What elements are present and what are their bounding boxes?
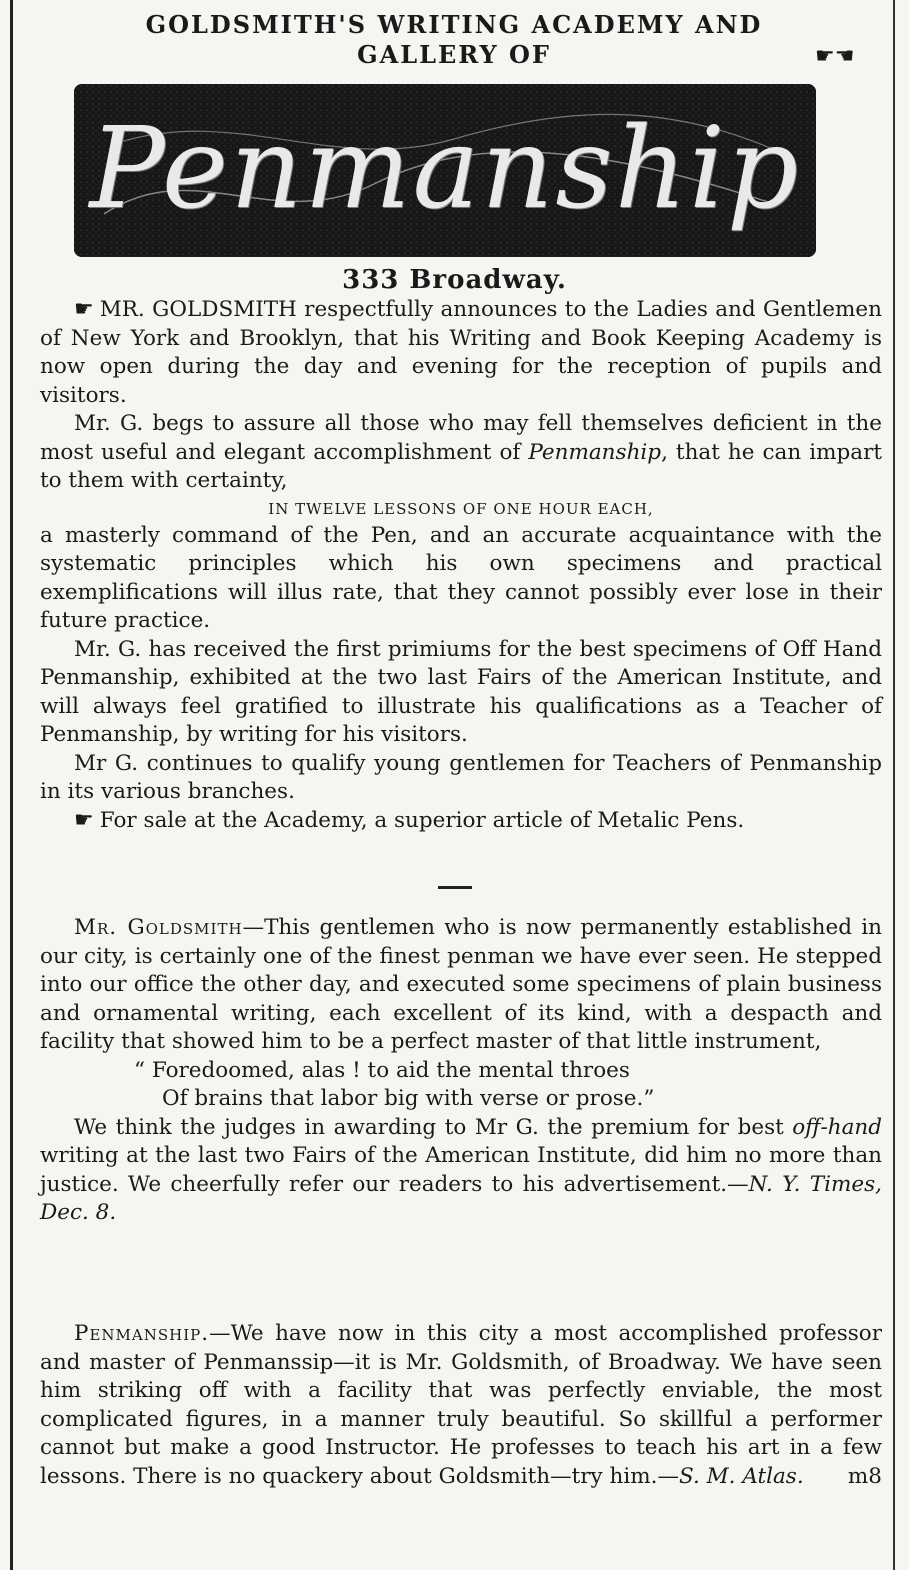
headline-line-1: GOLDSMITH'S WRITING ACADEMY AND xyxy=(145,10,763,39)
ad-paragraph-1 xyxy=(40,296,882,410)
times-paragraph-2-text-b: writing at the last two Fairs of the American Institute, did him no more than justice. We cheerfully refer our readers to his advertisement.— xyxy=(40,1143,882,1197)
ad-paragraph-5-text: For sale at the Academy, a superior article of Metalic Pens. xyxy=(99,807,745,833)
times-paragraph-2-italic: off-hand xyxy=(792,1114,882,1140)
times-quote-line-1: “ Foredoomed, alas ! to aid the mental throes xyxy=(134,1057,630,1083)
pointing-hand-icon: ☛ xyxy=(74,297,94,322)
ad-paragraph-2 xyxy=(40,410,882,496)
ad-lessons-line: IN TWELVE LESSONS OF ONE HOUR EACH, xyxy=(268,499,654,518)
ad-paragraph-2-continued: a masterly command of the Pen, and an accurate acquaintance with the systematic principles which his own specimens and practical exemplifications will illus rate, that they cannot possibly ever lose in their future practice. xyxy=(40,522,882,633)
times-source: N. Y. Times, Dec. 8. xyxy=(40,1171,882,1225)
atlas-source: S. M. Atlas. xyxy=(679,1463,804,1489)
column-rule-right xyxy=(893,0,895,1570)
ad-paragraph-2-text-b: , that he can impart to them with certainty, xyxy=(40,439,882,493)
insertion-code: m8 xyxy=(847,1463,882,1489)
headline xyxy=(18,10,890,70)
address-heading: 333 Broadway. xyxy=(342,265,567,295)
pointing-hand-ornament-icon: ☛☚ xyxy=(815,44,855,69)
times-quote-line-2: Of brains that labor big with verse or prose.” xyxy=(162,1086,655,1111)
atlas-notice xyxy=(40,1320,882,1491)
times-paragraph-2 xyxy=(40,1114,882,1228)
times-notice xyxy=(40,914,882,1228)
penmanship-banner xyxy=(74,84,816,257)
advertisement-body xyxy=(40,296,882,835)
banner-word: Penmanship xyxy=(89,104,801,234)
atlas-paragraph xyxy=(40,1320,882,1491)
column-rule-left xyxy=(10,0,13,1570)
pointing-hand-icon: ☛ xyxy=(74,807,94,833)
times-paragraph-1 xyxy=(40,914,882,1057)
section-divider xyxy=(438,886,472,889)
ad-paragraph-5 xyxy=(40,807,882,836)
ad-paragraph-3: Mr. G. has received the first primiums for the best specimens of Off Hand Penmanship, exhibited at the two last Fairs of the American Institute, and will always feel gratified to illustrate his qualifications as a Teacher of Penmanship, by writing for his visitors. xyxy=(40,636,882,747)
atlas-lead: Penmanship. xyxy=(74,1321,210,1346)
ad-paragraph-2-text-a: Mr. G. begs to assure all those who may fell themselves deficient in the most useful and elegant accomplishment of xyxy=(40,411,882,465)
ad-paragraph-1-text: MR. GOLDSMITH respectfully announces to the Ladies and Gentlemen of New York and Brooklyn, that his Writing and Book Keeping Academy is now open during the day and evening for the reception of pupils and visitors. xyxy=(40,297,882,408)
times-paragraph-1-text: —This gentlemen who is now permanently established in our city, is certainly one of the finest penman we have ever seen. He stepped into our office the other day, and executed some specimens of plain business and ornamental writing, each excellent of its kind, with a despacth and facility that showed him to be a perfect master of that little instrument, xyxy=(40,915,882,1054)
times-lead: Mr. Goldsmith xyxy=(74,915,243,940)
headline-line-2: GALLERY OF xyxy=(357,40,551,69)
ad-paragraph-4: Mr G. continues to qualify young gentlemen for Teachers of Penmanship in its various branches. xyxy=(40,750,882,804)
atlas-paragraph-text: —We have now in this city a most accomplished professor and master of Penmanssip—it is Mr. Goldsmith, of Broadway. We have seen him striking off with a facility that was perfectly enviable, the most complicated figures, in a manner truly beautiful. So skillful a performer cannot but make a good Instructor. He professes to teach his art in a few lessons. There is no quackery about Goldsmith—try him.— xyxy=(40,1321,882,1489)
ad-paragraph-2-italic: Penmanship xyxy=(528,439,662,465)
times-paragraph-2-text-a: We think the judges in awarding to Mr G. the premium for best xyxy=(74,1114,793,1140)
